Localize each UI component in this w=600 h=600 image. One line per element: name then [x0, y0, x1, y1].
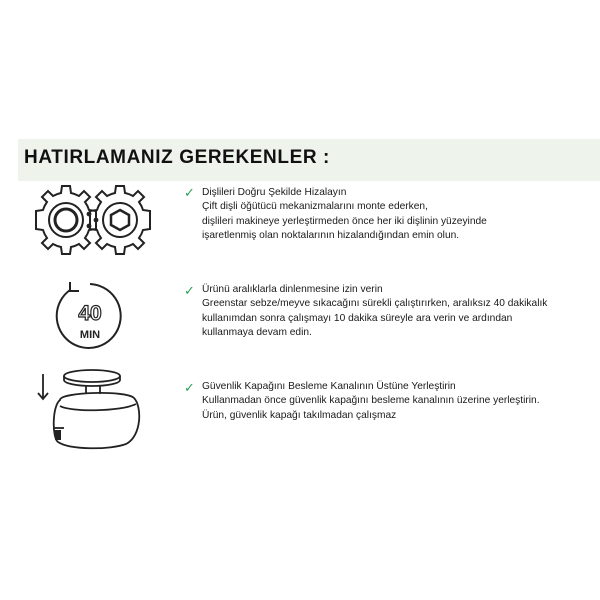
item-line: Ürün, güvenlik kapağı takılmadan çalışmaz	[202, 409, 397, 421]
page-title: HATIRLAMANIZ GEREKENLER :	[24, 147, 330, 168]
check-icon: ✓	[184, 186, 195, 201]
item-line: kullanmaya devam edin.	[202, 326, 312, 338]
item-line: Greenstar sebze/meyve sıkacağını sürekli çalıştırırken, aralıksız 40 dakikalık	[202, 298, 548, 310]
item-text-block	[202, 380, 592, 423]
timer-40-min-icon	[48, 278, 132, 356]
item-line: Çift dişli öğütücü mekanizmalarını monte ederken,	[202, 201, 428, 213]
timer-unit: MIN	[79, 329, 101, 341]
item-line: kullanımdan sonra çalışmayı 10 dakika süreyle ara verin ve ardından	[202, 312, 513, 324]
timer-number: 40	[78, 302, 102, 325]
item-title: Dişlileri Doğru Şekilde Hizalayın	[202, 187, 347, 198]
check-icon: ✓	[184, 381, 195, 396]
item-text-block	[202, 186, 592, 243]
item-line: Kullanmadan önce güvenlik kapağını besleme kanalının üzerine yerleştirin.	[202, 395, 540, 407]
check-icon: ✓	[184, 284, 195, 299]
item-title: Güvenlik Kapağını Besleme Kanalının Üstüne Yerleştirin	[202, 381, 456, 392]
item-line: işaretlenmiş olan noktalarının hizalandığından emin olun.	[202, 229, 460, 241]
gears-icon	[30, 184, 154, 256]
safety-cap-icon	[30, 366, 150, 452]
item-title: Ürünü aralıklarla dinlenmesine izin verin	[202, 284, 383, 295]
item-line: dişlileri makineye yerleştirmeden önce her iki dişlinin yüzeyinde	[202, 215, 487, 227]
item-text-block	[202, 283, 592, 340]
